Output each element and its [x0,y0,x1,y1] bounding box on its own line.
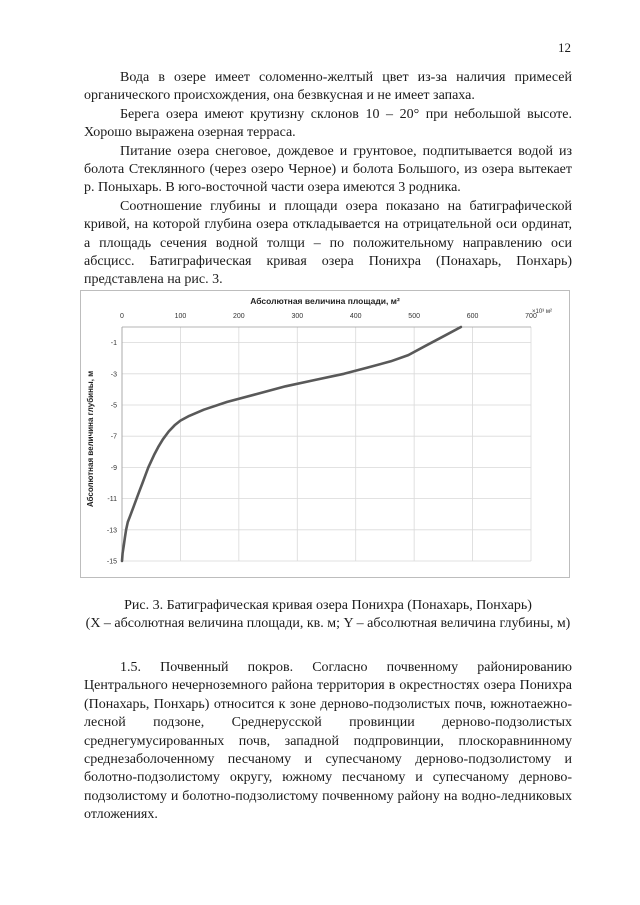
paragraph: Соотношение глубины и площади озера показано на батиграфической кривой, на которой глубина озера откладывается на отрицательной оси ординат, а площадь сечения водной толщи – по положительному направлению оси абсцисс. Батиграфическая кривая озера Понихра (Понахарь, Понхарь) представлена на рис. 3. [84,198,572,288]
bathygraphic-curve [122,327,461,561]
paragraph: 1.5. Почвенный покров. Согласно почвенному районированию Центрального нечерноземного района территория в окрестностях озера Понихра (Понахарь, Понхарь) относится к зоне дерново-подзолистых почв, южнотаежно-лесной подзоне, Среднерусской провинции дерново-подзолистых среднегумусированных почв, западной подпровинции, плоскоравнинному среднезаболоченному песчаному и супесчаному дерново-подзолистому и болотно-подзолистому округу, южному песчаному и супесчаному дерново-подзолистому и болотно-подзолистому почвенному району на водно-ледниковых отложениях. [84,660,572,823]
figure-caption [84,597,572,634]
chart-canvas [81,291,569,577]
x-unit-label: ×10³ м² [532,309,552,315]
bathygraphic-chart [80,290,570,578]
y-tick-label: -11 [107,496,117,504]
y-tick-label: -3 [110,371,117,379]
paragraph: Берега озера имеют крутизну склонов 10 – 20° при небольшой высоте. Хорошо выражена озерная терраса. [84,106,572,141]
chart-title: Абсолютная величина площади, м² [250,296,400,306]
paragraph: Питание озера снеговое, дождевое и грунтовое, подпитывается водой из болота Стеклянного (через озеро Черное) и болота Большого, из озера вытекает р. Поныхарь. В юго-восточной части озера имеются 3 родника. [84,143,572,196]
y-tick-label: -5 [110,402,117,410]
paragraph: Вода в озере имеет соломенно-желтый цвет из-за наличия примесей органического происхождения, она безвкусная и не имеет запаха. [84,70,572,104]
x-tick-label: 300 [291,313,304,320]
y-tick-label: -13 [106,527,117,535]
y-tick-label: -9 [110,464,117,472]
x-tick-label: 500 [408,313,420,320]
body-text-top [84,69,572,290]
x-tick-label: 700 [525,313,537,320]
body-text-bottom [84,659,572,825]
y-tick-label: -1 [110,340,117,348]
caption-line-2: (X – абсолютная величина площади, кв. м; Y – абсолютная величина глубины, м) [85,616,571,632]
x-tick-label: 600 [466,313,479,320]
x-tick-label: 200 [233,313,245,320]
y-tick-label: -15 [106,558,117,566]
x-tick-label: 400 [349,313,362,320]
x-tick-label: 0 [120,313,124,320]
y-axis-label: Абсолютная величина глубины, м [86,370,95,508]
caption-line-1: Рис. 3. Батиграфическая кривая озера Понихра (Понахарь, Понхарь) [124,598,532,613]
y-tick-label: -7 [110,433,117,441]
x-tick-label: 100 [174,313,187,320]
page-number: 12 [558,40,571,55]
